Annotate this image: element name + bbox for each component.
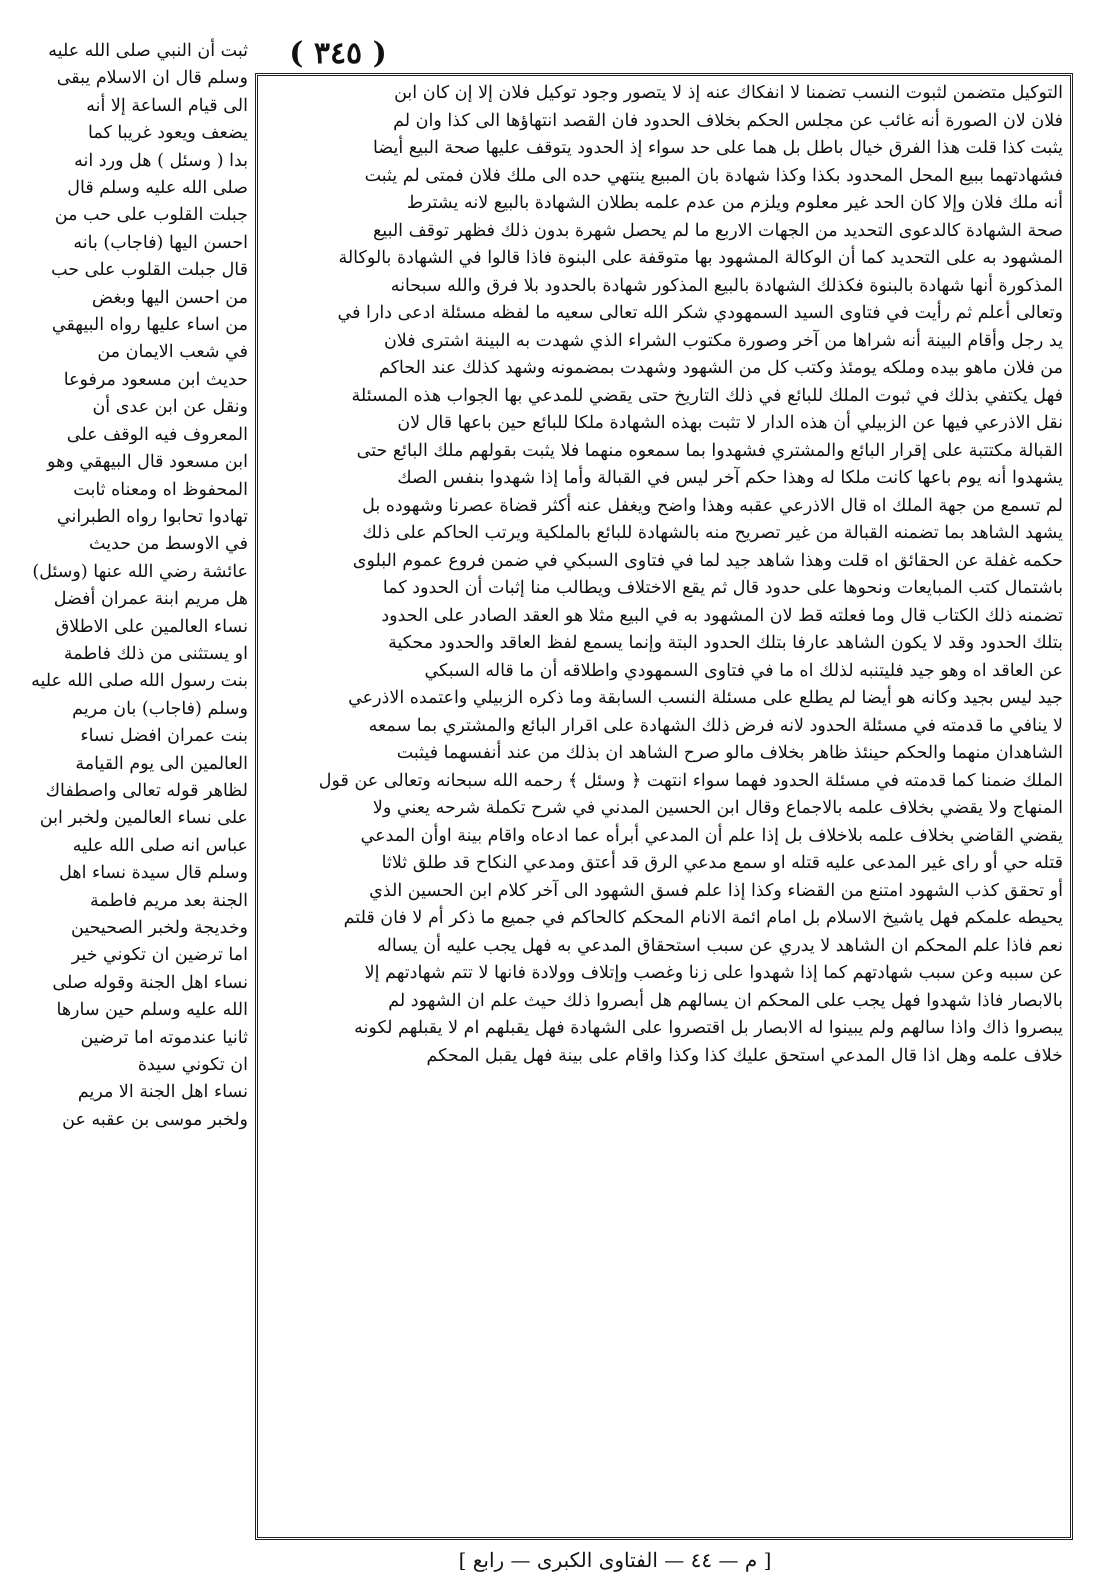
- margin-text-line: اما ترضين ان تكوني خير: [71, 945, 248, 966]
- main-text-line: عن سببه وعن سبب شهادتهم كما إذا شهدوا على زنا وغصب وإتلاف وولادة فانها لا تتم شهادتهم إلا: [364, 963, 1063, 983]
- margin-text-line: بنت رسول الله صلى الله عليه: [31, 671, 248, 692]
- main-text-line: بالابصار فاذا شهدوا فهل يجب على المحكم ان يسالهم هل أبصروا ذلك حيث علم ان الشهود لم: [388, 990, 1063, 1011]
- main-text-line: المنهاج ولا يقضي بخلاف علمه بالاجماع وقال ابن الحسين المدني في شرح تكملة شرحه يعني ولا: [372, 798, 1063, 818]
- main-text-line: أنه ملك فلان وإلا كان الحد غير معلوم ويلزم من عدم علمه بطلان الشهادة بالبيع لانه يشترط: [406, 193, 1063, 213]
- main-text-line: صحة الشهادة كالدعوى التحديد من الجهات الاربع ما لم يحصل شهرة بدون ذلك فظهر توقف البيع: [372, 220, 1063, 241]
- main-text-column: [265, 80, 1063, 1535]
- main-text-line: يشهد الشاهد بما تضمنه القبالة من غير تصريح منه بالشهادة للبائع بالملكية ويرتب الحاكم على ذلك: [362, 523, 1063, 543]
- margin-text-line: نساء اهل الجنة وقوله صلى: [52, 972, 248, 993]
- main-text-line: المشهود به على التحديد كما أن الوكالة المشهود بها متوقفة على البنوة فاذا قالوا في الشهادة بالوكالة: [338, 248, 1063, 268]
- margin-text-line: قال جبلت القلوب على حب: [51, 260, 248, 281]
- margin-text-line: ابن مسعود قال البيهقي وهو: [47, 452, 248, 473]
- margin-text-line: او يستثنى من ذلك فاطمة: [63, 643, 248, 664]
- margin-text-line: بدا ( وسئل ) هل ورد انه: [74, 150, 248, 171]
- margin-text-line: نساء اهل الجنة الا مريم: [77, 1082, 248, 1103]
- margin-text-line: وسلم قال ان الاسلام يبقى: [56, 68, 248, 89]
- main-text-line: نقل الاذرعي فيها عن الزبيلي أن هذه الدار لا تثبت بهذه الشهادة ملكا للبائع حين باعها قال لان: [397, 413, 1063, 433]
- margin-text-line: المحفوظ اه ومعناه ثابت: [73, 479, 248, 500]
- margin-text-line: بنت عمران افضل نساء: [80, 726, 248, 747]
- main-text-line: نعم فاذا علم المحكم ان الشاهد لا يدري عن سبب استحقاق المدعي به فهل يجب عليه أن يساله: [377, 935, 1063, 956]
- margin-text-line: وسلم (فاجاب) بان مريم: [72, 698, 248, 719]
- main-text-line: خلاف علمه وهل اذا قال المدعي استحق عليك كذا وكذا واقام على بينة فهل يقبل المحكم: [426, 1045, 1063, 1066]
- margin-text-line: في الاوسط من حديث: [89, 534, 248, 555]
- margin-text-line: احسن اليها (فاجاب) بانه: [73, 232, 248, 253]
- margin-text-line: العالمين الى يوم القيامة: [75, 753, 248, 774]
- main-text-line: باشتمال كتب المبايعات ونحوها على حدود قال ثم يقع الاختلاف ويطالب منا إثبات أن الحدود كما: [382, 578, 1063, 598]
- main-text-line: فهل يكتفي بذلك في ثبوت الملك للبائع في ذلك التاريخ حتى يقضي للمدعي بها الجواب هذه المسئلة: [351, 385, 1063, 406]
- margin-text-line: وخديجة ولخبر الصحيحين: [71, 918, 248, 938]
- margin-text-line: نساء العالمين على الاطلاق: [55, 616, 248, 637]
- main-text-line: الشاهدان منهما والحكم حينئذ ظاهر بخلاف مالو صرح الشاهد ان بذلك من عند أنفسهما فيثبت: [396, 743, 1063, 763]
- margin-text-line: صلى الله عليه وسلم قال: [67, 178, 248, 199]
- margin-text-line: تهادوا تحابوا رواه الطبراني: [56, 506, 248, 527]
- margin-text-line: الى قيام الساعة إلا أنه: [86, 95, 248, 116]
- main-text-line: من فلان ماهو بيده وملكه يومئذ وكتب كل من الشهود وشهدت بمضمونه وشهد كذلك عند الحاكم: [378, 358, 1063, 378]
- main-text-line: بتلك الحدود وقد لا يكون الشاهد عارفا بتلك الحدود البتة وإنما يسمع لفظ العاقد والحدود محكية: [388, 633, 1063, 653]
- main-text-line: وتعالى أعلم ثم رأيت في فتاوى السيد السمهودي شكر الله تعالى سعيه ما لفظه مسئلة ادعى دارا في: [337, 303, 1063, 323]
- page-number: ( ٣٤٥ ): [289, 36, 387, 71]
- main-text-line: لم تسمع من جهة الملك اه قال الاذرعي عقبه وهذا واضح ويغفل عنه أكثر قضاة عصرنا وشهوده بل: [362, 495, 1063, 516]
- main-text-line: حكمه غفلة عن الحقائق اه قلت وهذا شاهد جيد لما في فتاوى السبكي في ضمن فروع عموم البلوى: [352, 550, 1063, 571]
- main-text-line: تضمنه ذلك الكتاب قال وما فعلته قط لان المشهود به في البيع مثلا هو العقد الصادر على الحدود: [381, 605, 1063, 626]
- main-text-line: يقضي القاضي بخلاف علمه بلاخلاف بل إذا علم أن المدعي أبرأه عما ادعاه واقام بينة اوأن المدعي: [360, 825, 1063, 846]
- main-text-line: يشهدوا أنه يوم باعها كانت ملكا له وهذا حكم آخر ليس في القبالة وأما إذا شهدوا بنفس الصك: [397, 468, 1063, 488]
- main-text-line: أو تحقق كذب الشهود امتنع من القضاء وكذا إذا علم فسق الشهود الى آخر كلام ابن الحسين الذي: [369, 880, 1063, 901]
- main-text-line: القبالة مكتتبة على إقرار البائع والمشتري فشهدوا بما سمعوه منهما فلا يثبت بقولهم ملك البائع حتى: [356, 440, 1063, 461]
- main-text-line: يد رجل وأقام البينة أنه شراها من آخر وصورة مكتوب الشراء الذي شهدت به البينة اشترى فلان: [383, 330, 1063, 351]
- margin-text-line: من احسن اليها وبغض: [91, 287, 248, 308]
- margin-text-line: هل مريم ابنة عمران أفضل: [53, 589, 248, 610]
- main-text-line: قتله حي أو راى غير المدعى عليه قتله او سمع مدعي الرق قد أعتق ومدعي النكاح قد طلق ثلاثا: [381, 853, 1063, 873]
- margin-text-line: الله عليه وسلم حين سارها: [56, 1000, 248, 1021]
- margin-text-line: يضعف ويعود غريبا كما: [88, 123, 248, 144]
- margin-text-line: ثانيا عندموته اما ترضين: [80, 1027, 248, 1048]
- margin-text-line: على نساء العالمين ولخبر ابن: [39, 808, 248, 829]
- margin-text-column: [12, 38, 248, 1543]
- main-text-line: لا ينافي ما قدمته في مسئلة الحدود لانه فرض ذلك الشهادة على اقرار البائع والمشتري بما سمعه: [368, 715, 1063, 736]
- main-text-line: يبصروا ذاك واذا سالهم ولم يبينوا له الابصار بل اقتصروا على الشهادة فهل يقبلهم ام لا يقبلهم لكونه: [354, 1018, 1063, 1038]
- main-text-line: عن العاقد اه وهو جيد فليتنبه لذلك اه ما في فتاوى السمهودي واطلاقه أن ما قاله السبكي: [424, 660, 1063, 681]
- margin-text-line: ثبت أن النبي صلى الله عليه: [48, 41, 248, 61]
- margin-text-line: حديث ابن مسعود مرفوعا: [63, 369, 248, 390]
- margin-text-line: من اساء عليها رواه البيهقي: [51, 315, 248, 336]
- main-text-line: يحيطه علمكم فهل ياشيخ الاسلام بل امام ائمة الانام المحكم كالحاكم في جميع ما ذكر أم لا فان قلتم: [343, 908, 1063, 928]
- margin-text-line: المعروف فيه الوقف على: [66, 424, 248, 445]
- margin-text-line: لظاهر قوله تعالى واصطفاك: [45, 780, 248, 801]
- margin-text-line: ان تكوني سيدة: [137, 1055, 248, 1076]
- margin-text-line: عائشة رضي الله عنها (وسئل): [32, 561, 248, 582]
- main-text-line: جيد ليس بجيد وكانه هو أيضا لم يطلع على مسئلة النسب السابقة وما ذكره الزبيلي واعتمده الاذرعي: [348, 688, 1063, 708]
- main-text-line: المذكورة أنها شهادة بالبنوة فكذلك الشهادة بالبيع المذكور شهادة بالحدود بلا فرق والله سبحانه: [390, 275, 1063, 296]
- main-text-line: يثبت كذا قلت هذا الفرق خيال باطل بل هما على حد سواء إذ الحدود يتوقف عليها صحة البيع أيضا: [373, 138, 1063, 158]
- margin-text-line: الجنة بعد مريم فاطمة: [89, 890, 248, 911]
- margin-text-line: عباس انه صلى الله عليه: [72, 835, 248, 856]
- margin-text-line: ونقل عن ابن عدى أن: [92, 397, 248, 418]
- main-text-line: فشهادتهما ببيع المحل المحدود بكذا وكذا شهادة بان المبيع ينتهي حده الى ملك فلان فمتى لم يثبت: [364, 165, 1063, 186]
- main-text-line: التوكيل متضمن لثبوت النسب تضمنا لا انفكاك عنه إذ لا يتصور وجود توكيل فلان إلا إن كان ابن: [394, 83, 1063, 103]
- main-text-line: فلان لان الصورة أنه غائب عن مجلس الحكم بخلاف الحدود فان القصد انتهاؤها الى كذا وان لم: [393, 110, 1063, 131]
- margin-text-line: وسلم قال سيدة نساء اهل: [59, 863, 248, 884]
- margin-text-line: ولخبر موسى بن عقبه عن: [62, 1109, 248, 1130]
- margin-text-line: جبلت القلوب على حب من: [54, 205, 248, 226]
- printer-signature: [ م — ٤٤ — الفتاوى الكبرى — رابع ]: [458, 1548, 772, 1572]
- margin-text-line: في شعب الايمان من: [97, 342, 248, 363]
- main-text-line: الملك ضمنا كما قدمته في مسئلة الحدود فهما سواء انتهت ﴿ وسئل ﴾ رحمه الله سبحانه وتعالى عن قول: [318, 770, 1063, 791]
